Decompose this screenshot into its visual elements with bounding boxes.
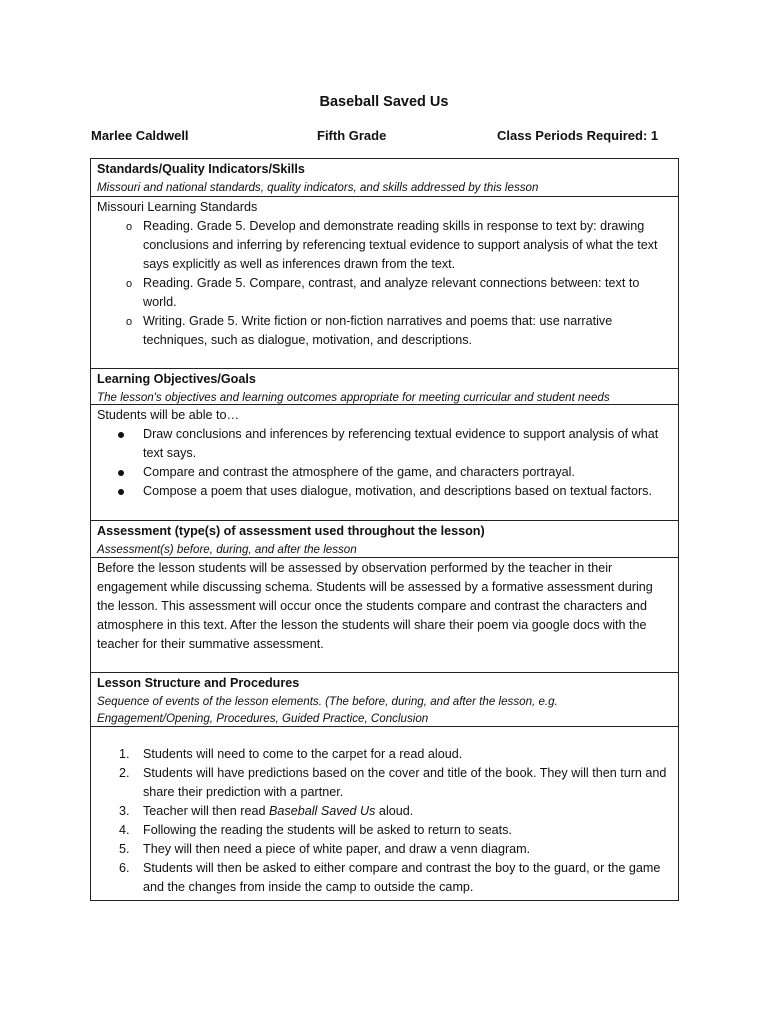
book-title: Baseball Saved Us	[269, 804, 376, 818]
procedures-step	[97, 840, 672, 859]
hollow-circle-bullet-icon: o	[125, 316, 133, 328]
solid-dot-bullet-icon	[118, 489, 124, 495]
procedures-heading: Lesson Structure and Procedures	[97, 676, 300, 690]
step-number: 5.	[119, 842, 130, 856]
step-text: Following the reading the students will be asked to return to seats.	[143, 823, 512, 837]
hollow-circle-bullet-icon: o	[125, 278, 133, 290]
assessment-body-text: Before the lesson students will be assessed by observation performed by the teacher in their engagement while discussing schema. Students will be assessed by a formative assessment during the lesson. This assessment will occur once the students compare and contrast the characters and atmosphere in this text. After the lesson the students will share their poem via google docs with the teacher for their summative assessment.	[97, 561, 653, 651]
assessment-header-cell	[91, 521, 678, 558]
procedures-step	[97, 821, 672, 840]
objectives-item-text: Compare and contrast the atmosphere of the game, and characters portrayal.	[143, 465, 575, 479]
step-text: Students will have predictions based on the cover and title of the book. They will then turn and share their prediction with a partner.	[143, 766, 667, 799]
objectives-subheading: The lesson's objectives and learning outcomes appropriate for meeting curricular and student needs	[97, 391, 610, 404]
standards-body-cell	[91, 197, 678, 369]
objectives-list-item	[97, 463, 672, 482]
assessment-heading: Assessment (type(s) of assessment used throughout the lesson)	[97, 524, 485, 538]
objectives-body-cell	[91, 405, 678, 521]
procedures-list	[97, 745, 672, 897]
assessment-body-cell	[91, 558, 678, 673]
objectives-intro: Students will be able to…	[97, 408, 240, 422]
standards-list-item	[97, 274, 672, 312]
objectives-list-item	[97, 425, 672, 463]
class-periods: Class Periods Required: 1	[497, 128, 659, 143]
objectives-item-text: Compose a poem that uses dialogue, motivation, and descriptions based on textual factors.	[143, 484, 652, 498]
standards-header-cell	[91, 159, 678, 197]
standards-item-text: Writing. Grade 5. Write fiction or non-fiction narratives and poems that: use narrative techniques, such as dialogue, motivation, and descriptions.	[143, 314, 613, 347]
procedures-body-cell	[91, 727, 678, 900]
standards-item-text: Reading. Grade 5. Develop and demonstrate reading skills in response to text by: drawing conclusions and inferring by referencing textual evidence to support analysis of what the text says explicitly as well as inferences drawn from the text.	[143, 219, 658, 271]
document-title: Baseball Saved Us	[319, 94, 449, 110]
standards-list	[97, 217, 672, 350]
standards-heading: Standards/Quality Indicators/Skills	[97, 162, 305, 176]
step-number: 3.	[119, 804, 130, 818]
solid-dot-bullet-icon	[118, 470, 124, 476]
objectives-list	[97, 425, 672, 501]
objectives-list-item	[97, 482, 672, 501]
standards-list-item	[97, 312, 672, 350]
standards-item-text: Reading. Grade 5. Compare, contrast, and analyze relevant connections between: text to world.	[143, 276, 640, 309]
objectives-item-text: Draw conclusions and inferences by referencing textual evidence to support analysis of what text says.	[143, 427, 659, 460]
grade-level: Fifth Grade	[317, 128, 387, 143]
solid-dot-bullet-icon	[118, 432, 124, 438]
step-text: They will then need a piece of white paper, and draw a venn diagram.	[143, 842, 531, 856]
step-number: 6.	[119, 861, 130, 875]
procedures-step	[97, 745, 672, 764]
hollow-circle-bullet-icon: o	[125, 221, 133, 233]
objectives-heading: Learning Objectives/Goals	[97, 372, 256, 386]
procedures-subheading: Sequence of events of the lesson elements. (The before, during, and after the lesson, e.g. Engagement/Opening, Procedures, Guided Practice, Conclusion	[97, 695, 558, 725]
step-text-before-title: Teacher will then read	[143, 804, 270, 818]
standards-list-item	[97, 217, 672, 274]
author-name: Marlee Caldwell	[91, 128, 189, 143]
standards-intro: Missouri Learning Standards	[97, 200, 258, 214]
objectives-header-cell	[91, 369, 678, 405]
assessment-subheading: Assessment(s) before, during, and after the lesson	[97, 543, 357, 556]
standards-subheading: Missouri and national standards, quality indicators, and skills addressed by this lesson	[97, 181, 539, 194]
lesson-plan-table	[90, 158, 679, 901]
procedures-step	[97, 859, 672, 897]
procedures-header-cell	[91, 673, 678, 727]
step-text: Students will then be asked to either compare and contrast the boy to the guard, or the game and the changes from inside the camp to outside the camp.	[143, 861, 661, 894]
procedures-step	[97, 764, 672, 802]
procedures-step	[97, 802, 672, 821]
step-number: 2.	[119, 766, 130, 780]
step-text-after-title: aloud.	[375, 804, 414, 818]
step-number: 1.	[119, 747, 130, 761]
step-number: 4.	[119, 823, 130, 837]
step-text: Students will need to come to the carpet for a read aloud.	[143, 747, 463, 761]
